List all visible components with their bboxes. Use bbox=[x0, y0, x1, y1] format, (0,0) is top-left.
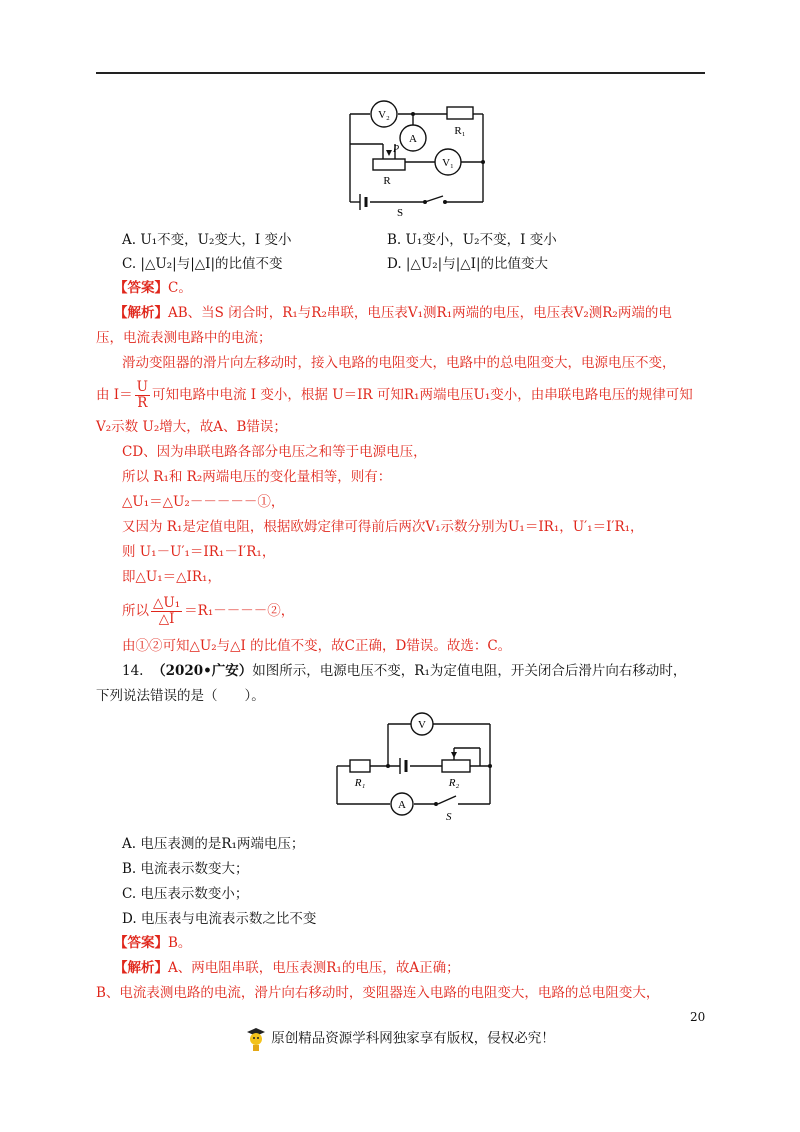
q13-option-c: C. |△U₂|与|△I|的比值不变 bbox=[122, 256, 283, 272]
s-label: S bbox=[397, 207, 404, 219]
v1-label: V₁ bbox=[442, 157, 454, 169]
r1-label: R₁ bbox=[454, 125, 466, 137]
q14-v-label: V bbox=[418, 719, 426, 731]
q13-frac-den: R bbox=[137, 395, 148, 411]
q13-analysis-line-11: 即△U₁＝△IR₁， bbox=[122, 569, 221, 585]
q14-option-c: C. 电压表示数变小； bbox=[122, 886, 249, 902]
q14-stem-line-2: 下列说法错误的是（ ）。 bbox=[96, 688, 265, 704]
q13-answer-tag: 【答案】 bbox=[114, 280, 168, 296]
a-label: A bbox=[409, 133, 417, 145]
q14-analysis-line-2: B、电流表测电路的电流，滑片向右移动时，变阻器连入电路的电阻变大，电路的总电阻变大， bbox=[96, 985, 660, 1001]
q13-option-d: D. |△U₂|与|△I|的比值变大 bbox=[387, 256, 549, 272]
q13-frac2-num: △U₁ bbox=[153, 595, 181, 611]
q14-answer-tag: 【答案】 bbox=[114, 935, 168, 951]
footer bbox=[0, 1026, 800, 1052]
q13-analysis-line-10: 则 U₁－U′₁＝IR₁－I′R₁， bbox=[122, 544, 276, 560]
q13-analysis-line-6: CD、因为串联电路各部分电压之和等于电源电压， bbox=[122, 444, 427, 460]
q14-analysis-line-1: A、两电阻串联，电压表测R₁的电压，故A正确； bbox=[168, 960, 460, 976]
q14-stem-1: 如图所示，电源电压不变，R₁为定值电阻，开关闭合后滑片向右移动时， bbox=[252, 663, 687, 679]
q13-answer: C。 bbox=[168, 280, 192, 296]
q13-analysis-line-12 bbox=[122, 592, 294, 630]
v2-label: V₂ bbox=[378, 109, 390, 121]
q13-frac2-den: △I bbox=[158, 611, 175, 627]
q13-fraction-du1-over-di bbox=[151, 596, 182, 627]
q13-analysis-line-9: 又因为 R₁是定值电阻，根据欧姆定律可得前后两次V₁示数分别为U₁＝IR₁，U′₁＝I′R₁， bbox=[122, 519, 644, 535]
q13-analysis-line-1: AB、当S 闭合时，R₁与R₂串联，电压表V₁测R₁两端的电压，电压表V₂测R₂两端的电 bbox=[168, 305, 672, 321]
q13-analysis-line-8: △U₁＝△U₂－－－－－①， bbox=[122, 494, 285, 510]
q14-option-a: A. 电压表测的是R₁两端电压； bbox=[122, 836, 305, 852]
q14-option-d: D. 电压表与电流表示数之比不变 bbox=[122, 911, 317, 927]
q13-option-b: B. U₁变小，U₂不变，I 变小 bbox=[387, 232, 557, 248]
q14-option-b: B. 电流表示数变大； bbox=[122, 861, 249, 877]
q14-s-label: S bbox=[446, 811, 452, 823]
q14-analysis-tag: 【解析】 bbox=[114, 960, 168, 976]
q13-a12-suffix: ＝R₁－－－－②， bbox=[184, 603, 295, 619]
q13-analysis-line-7: 所以 R₁和 R₂两端电压的变化量相等，则有： bbox=[122, 469, 392, 485]
q13-a4-suffix: 可知电路中电流 I 变小，根据 U＝IR 可知R₁两端电压U₁变小，由串联电路电压的规律可知 bbox=[152, 387, 693, 403]
footer-copyright: 原创精品资源学科网独家享有版权，侵权必究！ bbox=[271, 1030, 555, 1047]
q13-a4-prefix: 由 I＝ bbox=[96, 387, 133, 403]
q14-stem-line-1 bbox=[122, 661, 686, 681]
q13-analysis-tag: 【解析】 bbox=[114, 305, 168, 321]
q13-analysis-line-5: V₂示数 U₂增大，故A、B错误； bbox=[96, 419, 287, 435]
header-rule bbox=[96, 72, 705, 74]
circuit-diagram-q13 bbox=[335, 92, 495, 222]
q14-a-label: A bbox=[398, 799, 406, 811]
q14-number: 14. bbox=[122, 663, 144, 679]
q14-answer: B。 bbox=[168, 935, 192, 951]
q13-frac-num: U bbox=[136, 379, 149, 395]
q13-analysis-line-2: 压，电流表测电路中的电流； bbox=[96, 330, 272, 346]
p-label: P bbox=[393, 144, 400, 155]
q14-r2-label: R₂ bbox=[448, 777, 460, 789]
mascot-logo-icon bbox=[245, 1026, 267, 1052]
q13-analysis-line-13: 由①②可知△U₂与△I 的比值不变，故C正确，D错误。故选：C。 bbox=[122, 638, 512, 654]
q13-a12-prefix: 所以 bbox=[122, 603, 149, 619]
q13-option-a: A. U₁不变，U₂变大，I 变小 bbox=[122, 232, 292, 248]
q13-analysis-line-4 bbox=[96, 378, 693, 412]
q13-fraction-u-over-r bbox=[135, 380, 150, 411]
page-number: 20 bbox=[690, 1010, 706, 1024]
q14-source: （2020•广安） bbox=[152, 663, 253, 679]
r-label: R bbox=[383, 175, 391, 187]
q14-r1-label: R₁ bbox=[354, 777, 366, 789]
q13-analysis-line-3: 滑动变阻器的滑片向左移动时，接入电路的电阻变大，电路中的总电阻变大，电源电压不变， bbox=[122, 355, 676, 371]
circuit-diagram-q14 bbox=[330, 708, 505, 826]
